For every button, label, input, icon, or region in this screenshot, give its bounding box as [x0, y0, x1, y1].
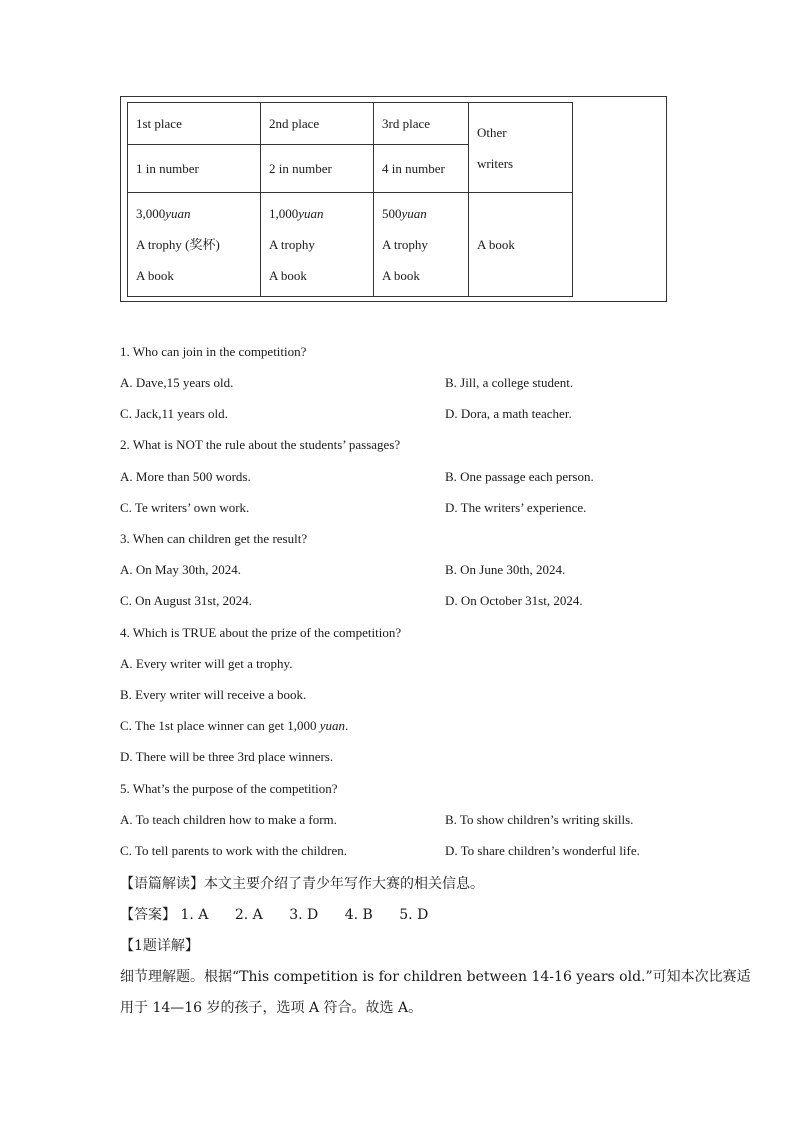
prize-table-frame [120, 96, 667, 302]
other-line-1: Other [477, 124, 507, 140]
answer-1: 1. A [180, 907, 209, 923]
question-1-option-d: D. Dora, a math teacher. [445, 406, 572, 421]
question-3-option-c: C. On August 31st, 2024. [120, 593, 252, 608]
question-4-option-b: B. Every writer will receive a book. [120, 687, 307, 702]
header-1st-place: 1st place [128, 103, 261, 145]
question-2-option-d: D. The writers’ experience. [445, 500, 587, 515]
question-4-option-d: D. There will be three 3rd place winners. [120, 749, 334, 764]
answer-label: 【答案】 [120, 907, 176, 923]
question-4-option-c: C. The 1st place winner can get 1,000 yuan. [120, 718, 349, 733]
table-row [128, 103, 573, 145]
question-3-option-b: B. On June 30th, 2024. [445, 562, 566, 577]
detail-heading: 【1题详解】 [120, 938, 199, 954]
answer-2: 2. A [234, 907, 263, 923]
question-2-option-a: A. More than 500 words. [120, 469, 251, 484]
other-line-2: writers [477, 155, 514, 171]
question-3-stem: 3. When can children get the result? [120, 531, 308, 546]
prize-other: A book [469, 193, 573, 297]
question-5-option-d: D. To share children’s wonderful life. [445, 843, 640, 858]
prize-money: 500yuan [382, 206, 427, 221]
question-4-stem: 4. Which is TRUE about the prize of the competition? [120, 625, 402, 640]
prize-book: A book [269, 268, 307, 283]
prize-money: 3,000yuan [136, 206, 191, 221]
question-2-option-b: B. One passage each person. [445, 469, 594, 484]
detail-line-2: 用于 14—16 岁的孩子，选项 A 符合。故选 A。 [120, 1000, 423, 1016]
question-5-option-a: A. To teach children how to make a form. [120, 812, 337, 827]
header-2nd-place: 2nd place [261, 103, 374, 145]
prize-book: A book [382, 268, 420, 283]
table-row [128, 193, 573, 297]
prize-1st [128, 193, 261, 297]
question-4-option-a: A. Every writer will get a trophy. [120, 656, 293, 671]
answer-key [120, 904, 428, 924]
question-5-option-b: B. To show children’s writing skills. [445, 812, 634, 827]
number-3rd: 4 in number [374, 145, 469, 193]
prize-table [127, 102, 573, 297]
answer-5: 5. D [399, 907, 429, 923]
question-1-option-c: C. Jack,11 years old. [120, 406, 228, 421]
passage-summary: 【语篇解读】本文主要介绍了青少年写作大赛的相关信息。 [120, 876, 484, 892]
answer-4: 4. B [344, 907, 373, 923]
header-3rd-place: 3rd place [374, 103, 469, 145]
header-other-writers [469, 103, 573, 193]
answer-3: 3. D [289, 907, 319, 923]
question-5-stem: 5. What’s the purpose of the competition? [120, 781, 338, 796]
question-5-option-c: C. To tell parents to work with the children. [120, 843, 348, 858]
prize-trophy: A trophy [269, 237, 315, 252]
question-1-stem: 1. Who can join in the competition? [120, 344, 307, 359]
question-3-option-a: A. On May 30th, 2024. [120, 562, 241, 577]
prize-trophy: A trophy [382, 237, 428, 252]
question-1-option-b: B. Jill, a college student. [445, 375, 574, 390]
prize-2nd [261, 193, 374, 297]
question-2-option-c: C. Te writers’ own work. [120, 500, 250, 515]
prize-trophy: A trophy (奖杯) [136, 237, 220, 252]
prize-3rd [374, 193, 469, 297]
prize-money: 1,000yuan [269, 206, 324, 221]
detail-line-1: 细节理解题。根据“This competition is for children between 14-16 years old.”可知本次比赛适 [120, 969, 751, 985]
number-2nd: 2 in number [261, 145, 374, 193]
number-1st: 1 in number [128, 145, 261, 193]
question-3-option-d: D. On October 31st, 2024. [445, 593, 583, 608]
question-1-option-a: A. Dave,15 years old. [120, 375, 234, 390]
prize-book: A book [136, 268, 174, 283]
question-2-stem: 2. What is NOT the rule about the students’ passages? [120, 437, 401, 452]
